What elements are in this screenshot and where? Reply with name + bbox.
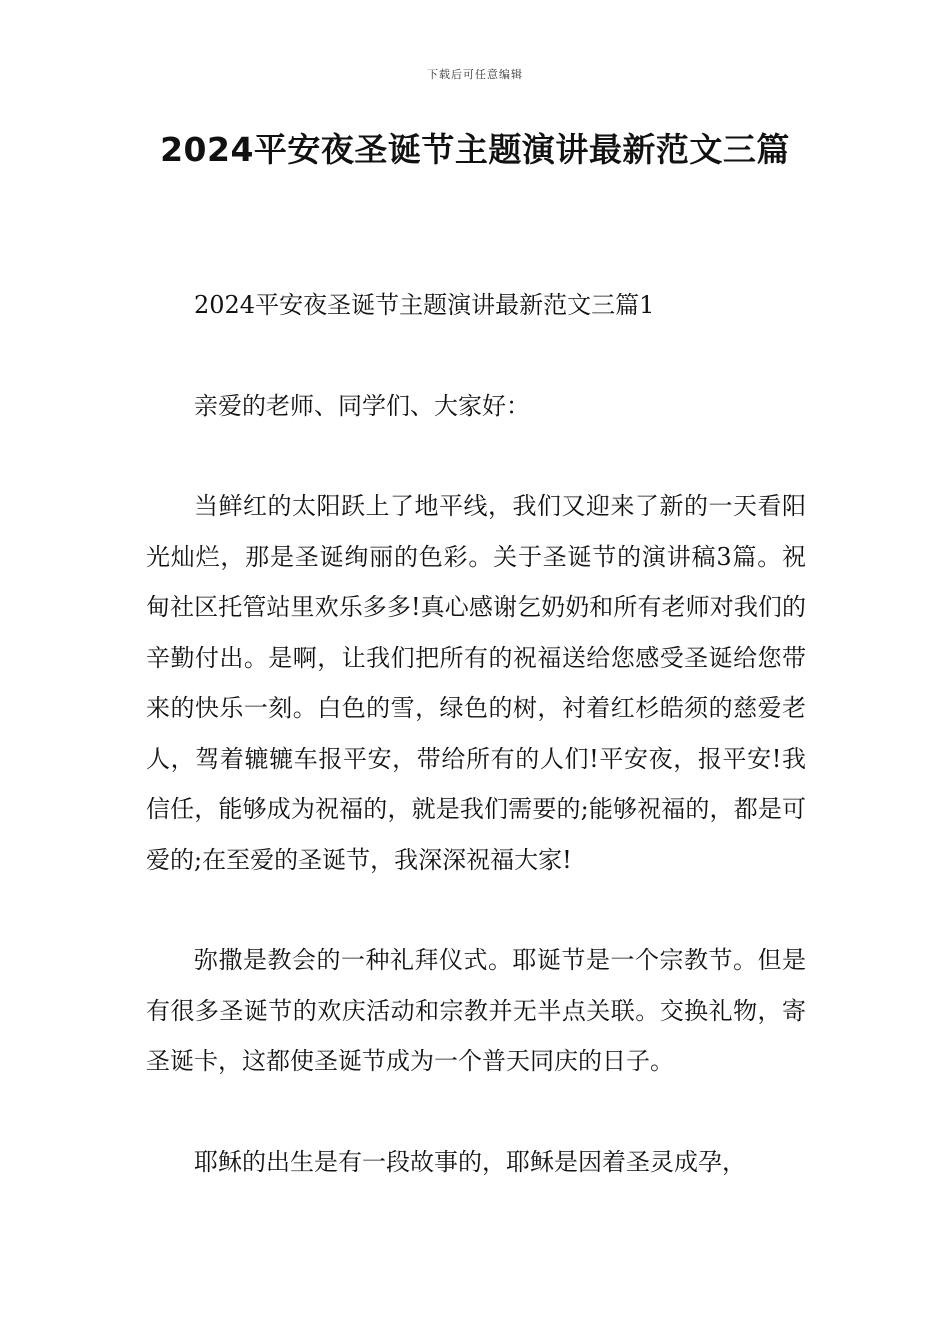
greeting-paragraph: 亲爱的老师、同学们、大家好： [194, 391, 530, 420]
paragraph-gap [146, 331, 806, 381]
paragraph-gap [146, 885, 806, 935]
body-paragraph: 弥撒是教会的一种礼拜仪式。耶诞节是一个宗教节。但是有很多圣诞节的欢庆活动和宗教并无半点关联。交换礼物，寄圣诞卡，这都使圣诞节成为一个普天同庆的日子。 [146, 946, 806, 1075]
body-paragraph: 耶稣的出生是有一段故事的，耶稣是因着圣灵成孕， [194, 1147, 746, 1176]
paragraph-gap [146, 1087, 806, 1137]
paragraph-gap [146, 431, 806, 481]
body-paragraph: 当鲜红的太阳跃上了地平线，我们又迎来了新的一天看阳光灿烂，那是圣诞绚丽的色彩。关于圣诞节的演讲稿3篇。祝甸社区托管站里欢乐多多!真心感谢乞奶奶和所有老师对我们的辛勤付出。是啊，让我们把所有的祝福送给您感受圣诞给您带来的快乐一刻。白色的雪，绿色的树，衬着红杉皓须的慈爱老人，驾着辘辘车报平安，带给所有的人们!平安夜，报平安!我信任，能够成为祝福的，就是我们需要的;能够祝福的，都是可爱的;在至爱的圣诞节，我深深祝福大家! [146, 492, 806, 874]
section-heading: 2024平安夜圣诞节主题演讲最新范文三篇1 [194, 291, 655, 319]
document-body [146, 280, 806, 1187]
document-title: 2024平安夜圣诞节主题演讲最新范文三篇 [160, 130, 790, 169]
header-note: 下载后可任意编辑 [427, 68, 523, 81]
